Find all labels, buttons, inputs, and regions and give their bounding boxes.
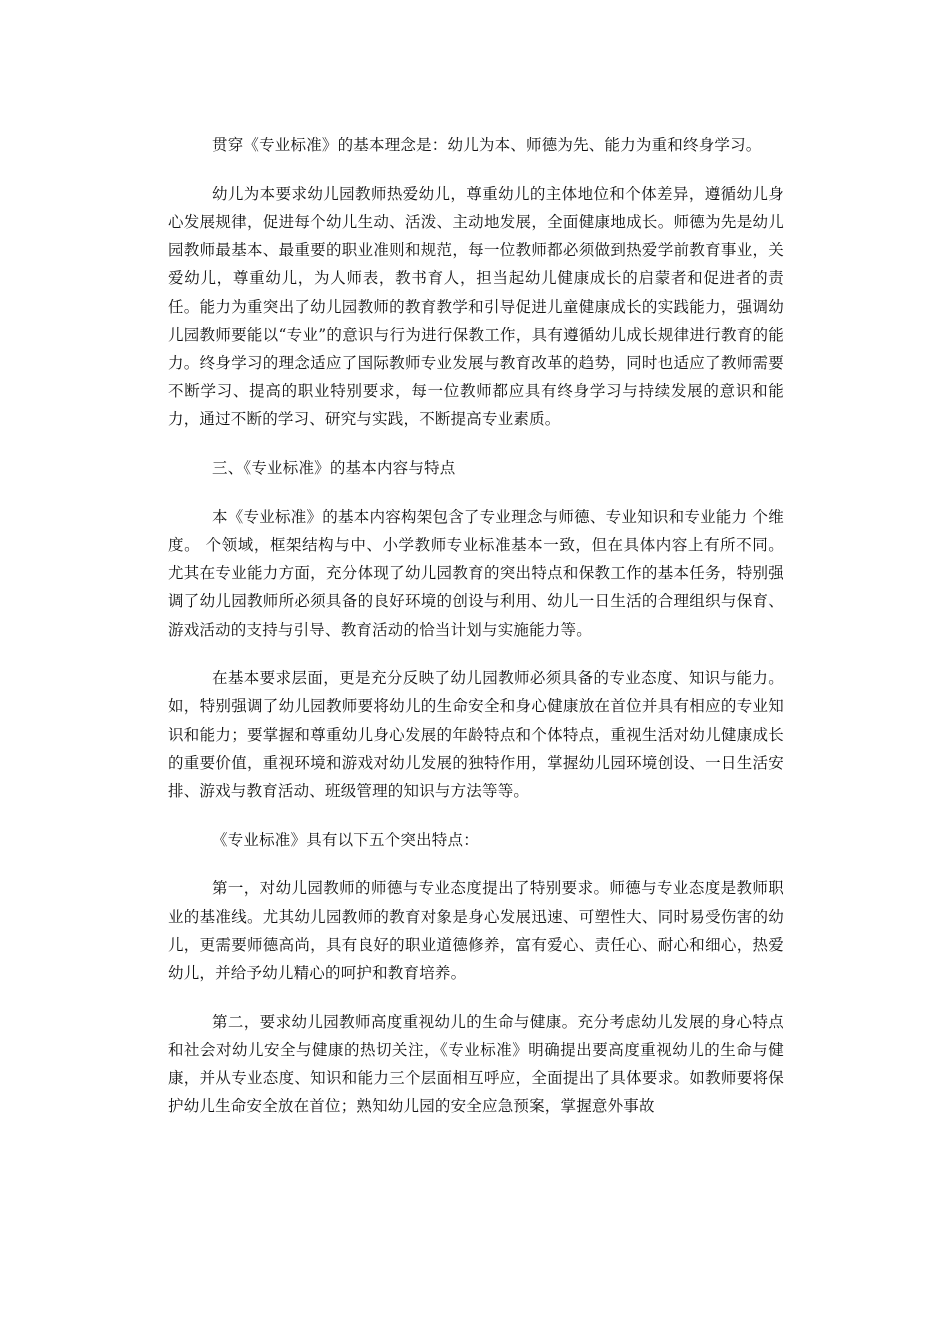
document-page — [168, 131, 784, 1141]
paragraph-feature-one: 第一，对幼儿园教师的师德与专业态度提出了特别要求。师德与专业态度是教师职业的基准线。尤其幼儿园教师的教育对象是身心发展迅速、可塑性大、同时易受伤害的幼儿，更需要师德高尚，具有良好的职业道德修养，富有爱心、责任心、耐心和细心，热爱幼儿，并给予幼儿精心的呵护和教育培养。 — [168, 879, 784, 983]
paragraph-basic-requirements: 在基本要求层面，更是充分反映了幼儿园教师必须具备的专业态度、知识与能力。如，特别强调了幼儿园教师要将幼儿的生命安全和身心健康放在首位并具有相应的专业知识和能力；要掌握和尊重幼儿身心发展的年龄特点和个体特点，重视生活对幼儿健康成长的重要价值，重视环境和游戏对幼儿发展的独特作用，掌握幼儿园环境创设、一日生活安排、游戏与教育活动、班级管理的知识与方法等等。 — [168, 669, 784, 801]
paragraph-content-structure: 本《专业标准》的基本内容构架包含了专业理念与师德、专业知识和专业能力 个维度。 个领域，框架结构与中、小学教师专业标准基本一致，但在具体内容上有所不同。尤其在专业能力方面，充分体现了幼儿园教育的突出特点和保教工作的基本任务，特别强调了幼儿园教师所必须具备的良好环境的创设与利用、幼儿一日生活的合理组织与保育、游戏活动的支持与引导、教育活动的恰当计划与实施能力等。 — [168, 507, 784, 639]
paragraph-feature-two: 第二，要求幼儿园教师高度重视幼儿的生命与健康。充分考虑幼儿发展的身心特点和社会对幼儿安全与健康的热切关注，《专业标准》明确提出要高度重视幼儿的生命与健康，并从专业态度、知识和能力三个层面相互呼应，全面提出了具体要求。如教师要将保护幼儿生命安全放在首位；熟知幼儿园的安全应急预案，掌握意外事故 — [168, 1012, 784, 1116]
section-heading: 三、《专业标准》的基本内容与特点 — [212, 459, 456, 478]
paragraph-five-features-intro: 《专业标准》具有以下五个突出特点： — [212, 830, 479, 849]
paragraph-concept-details: 幼儿为本要求幼儿园教师热爱幼儿，尊重幼儿的主体地位和个体差异，遵循幼儿身心发展规律，促进每个幼儿生动、活泼、主动地发展，全面健康地成长。师德为先是幼儿园教师最基本、最重要的职业准则和规范，每一位教师都必须做到热爱学前教育事业，关爱幼儿，尊重幼儿，为人师表，教书育人，担当起幼儿健康成长的启蒙者和促进者的责任。能力为重突出了幼儿园教师的教育教学和引导促进儿童健康成长的实践能力，强调幼儿园教师要能以“专业”的意识与行为进行保教工作，具有遵循幼儿成长规律进行教育的能力。终身学习的理念适应了国际教师专业发展与教育改革的趋势，同时也适应了教师需要不断学习、提高的职业特别要求，每一位教师都应具有终身学习与持续发展的意识和能力，通过不断的学习、研究与实践，不断提高专业素质。 — [168, 184, 784, 429]
paragraph-core-concepts: 贯穿《专业标准》的基本理念是：幼儿为本、师德为先、能力为重和终身学习。 — [212, 136, 762, 154]
